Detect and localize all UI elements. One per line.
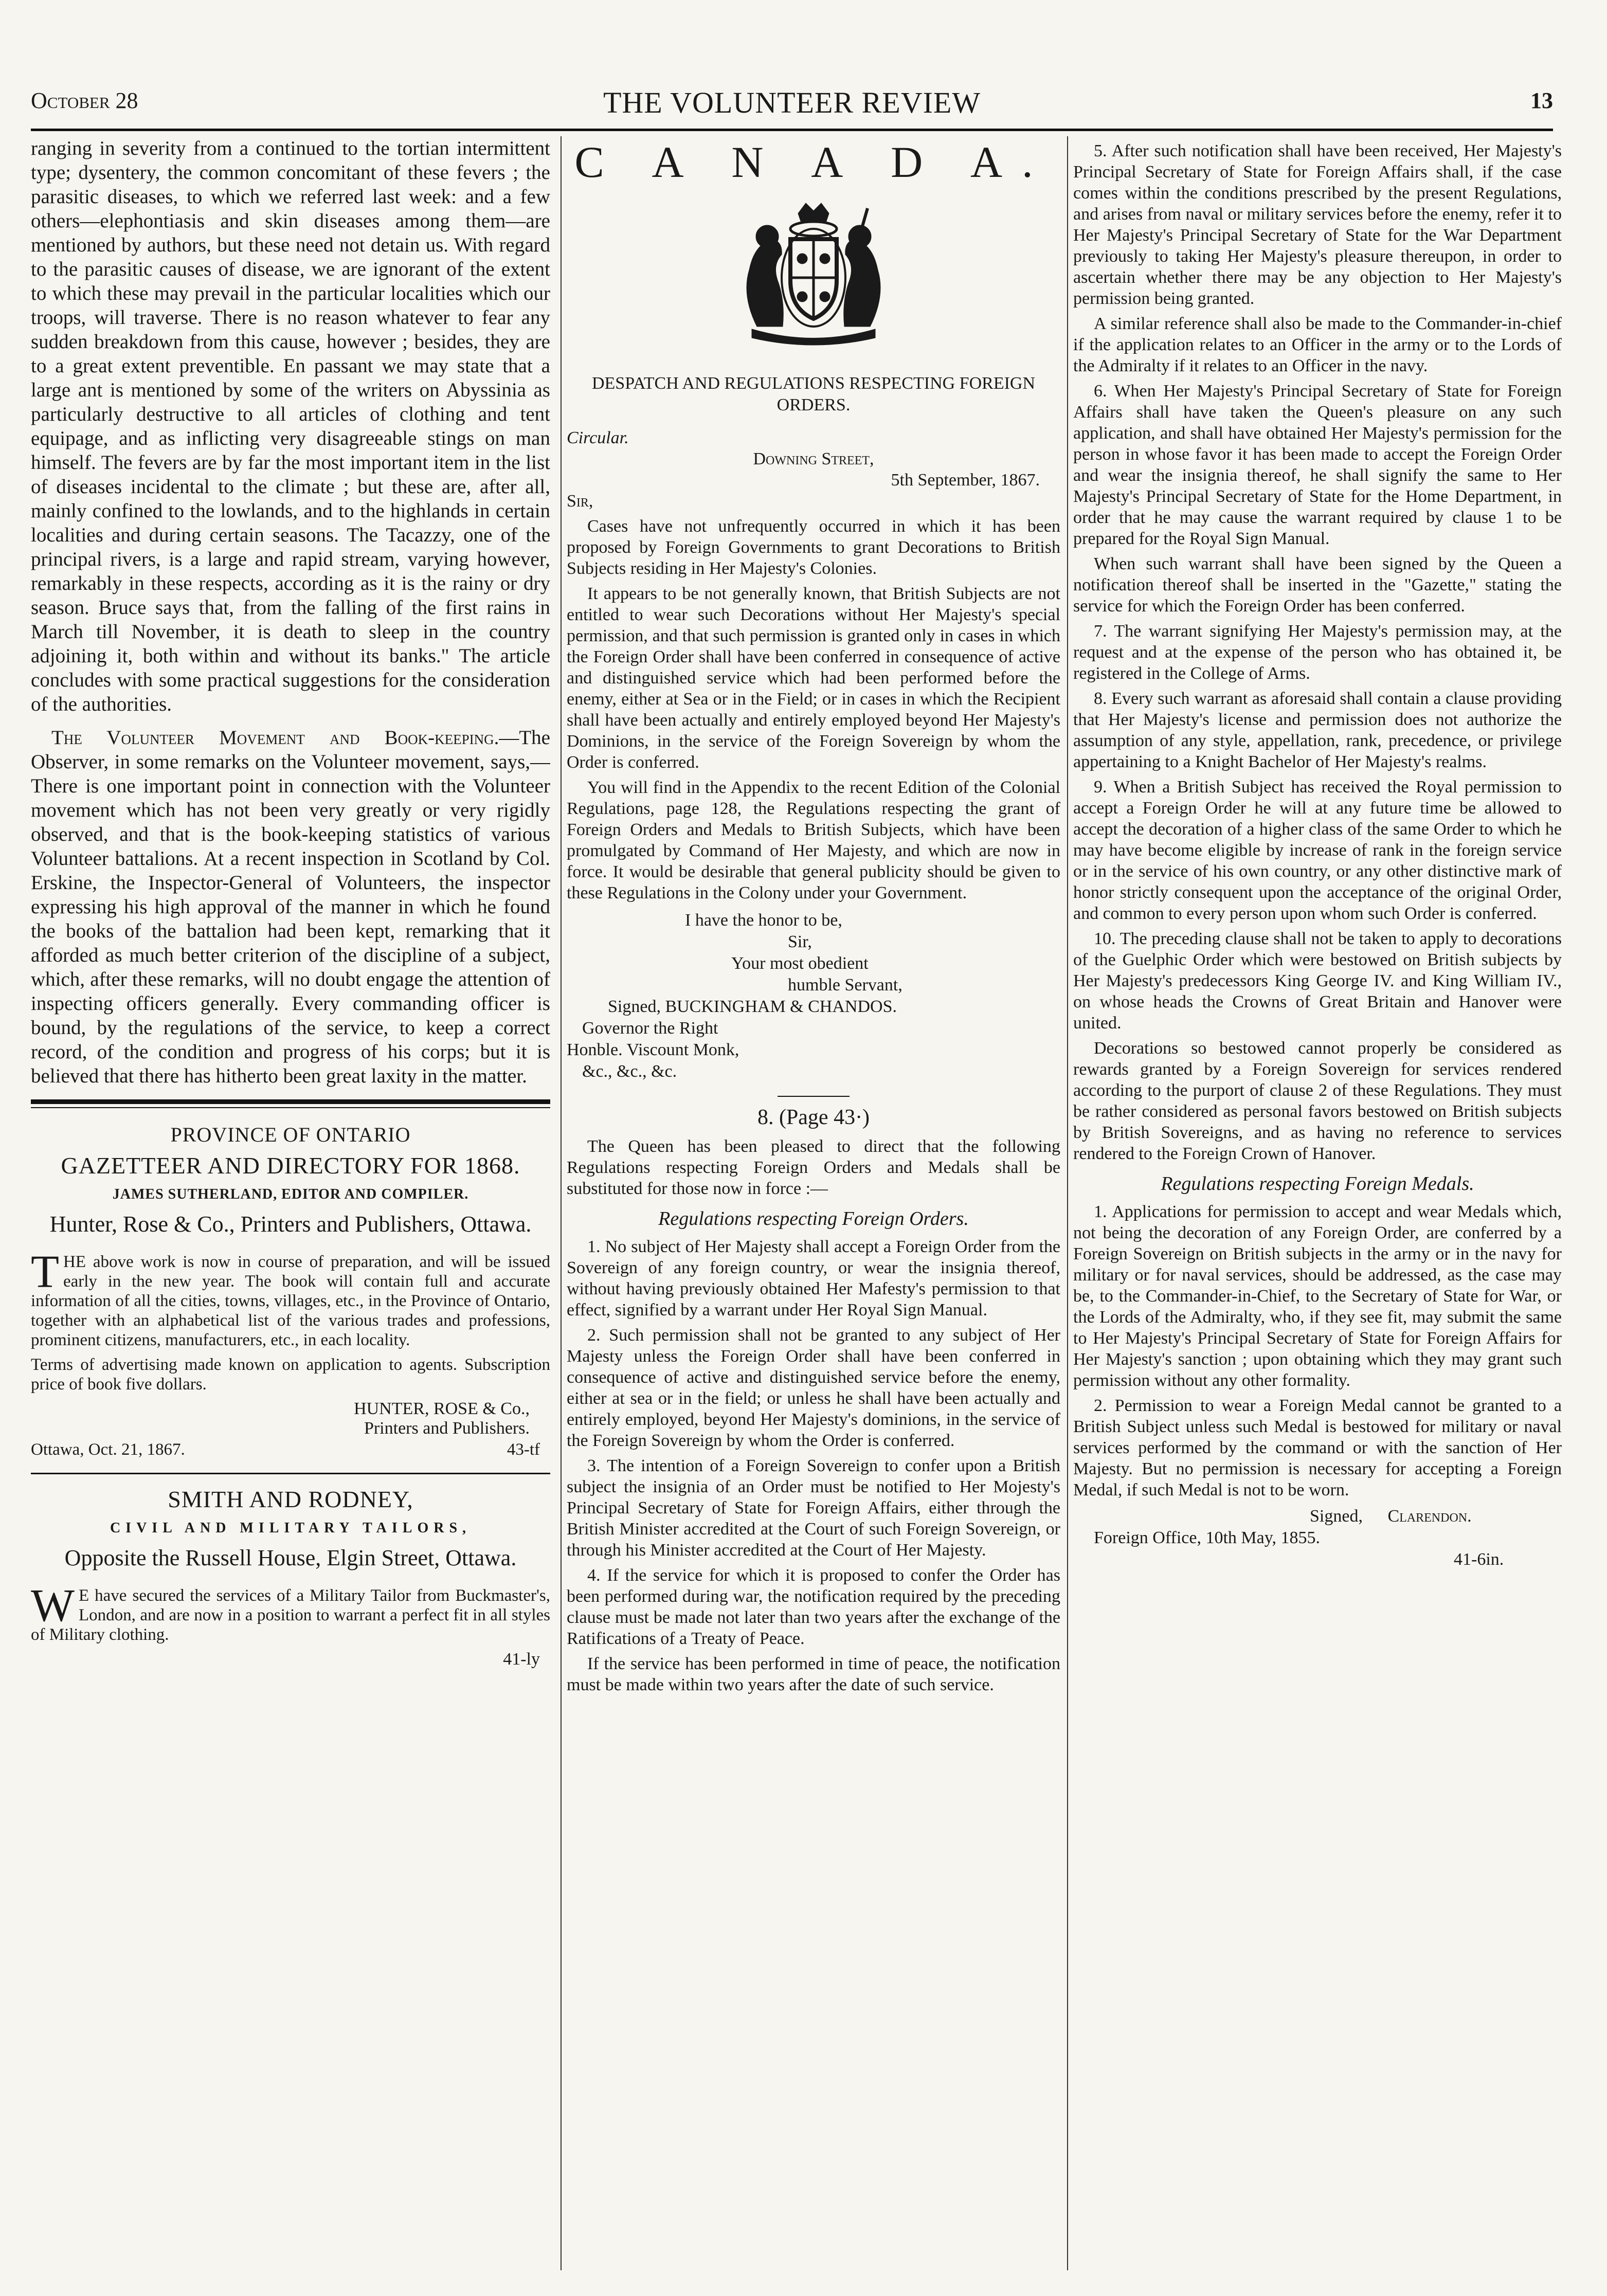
closing-line-2: Sir, bbox=[788, 932, 812, 951]
ad-gazetteer-text: HE above work is now in course of preparation, and will be issued early in the new year. The book will contain full and accurate information of all the cities, towns, villages, etc., in the Province of Ontario, together with an alphabetical list of the various trades and professions, prominent citizens, manufacturers, etc., in each locality. bbox=[31, 1253, 550, 1349]
section-rule bbox=[31, 1099, 550, 1104]
ad-tailors-location: Opposite the Russell House, Elgin Street, Ottawa. bbox=[64, 1545, 517, 1570]
ad-gazetteer-editor: JAMES SUTHERLAND, EDITOR AND COMPILER. bbox=[112, 1186, 469, 1202]
rule-5: 5. After such notification shall have been received, Her Majesty's Principal Secretary of State for Foreign Affairs shall, if the case comes within the conditions prescribed by the present Regulations, and arises from naval or military services before the enemy, refer it to Her Majesty's Principal Secretary of State for the War Department previously to taking Her Majesty's pleasure thereupon, in order to ascertain whether there may be any objection to Her Majesty's permission being granted. bbox=[1073, 141, 1562, 308]
circular-label: Circular. bbox=[567, 428, 629, 447]
closing-line-4: humble Servant, bbox=[788, 975, 902, 995]
page-reference: 8. (Page 43·) bbox=[757, 1106, 870, 1129]
ad-divider bbox=[31, 1473, 550, 1474]
despatch-para-2: It appears to be not generally known, that British Subjects are not entitled to wear such Decorations without Her Majesty's special permission, and that such permission is granted only in cases in which the Foreign Order shall have been conferred in consequence of active and distinguished service which had been performed before the enemy, either at Sea or in the Field; or in cases in which the Recipient shall have been actually and entirely employed beyond Her Majesty's Dominions, in the service of the Foreign Sovereign by whom the Order is conferred. bbox=[567, 584, 1060, 772]
ad-gazetteer-code: 43-tf bbox=[507, 1440, 540, 1459]
newspaper-title: THE VOLUNTEER REVIEW bbox=[603, 86, 981, 119]
article-volunteer-body: —The Observer, in some remarks on the Volunteer movement, says,—There is one important point in connection with the Volunteer movement which has not been very greatly or very rigidly observed, and that is the book-keeping statistics of various Volunteer battalions. At a recent inspection in Scotland by Col. Erskine, the Inspector-General of Volunteers, the inspector expressing his high approval of the manner in which he found the books of the battalion had been kept, remarking that it afforded as much better criterion of the discipline of a subject, which, after these remarks, will no doubt engage the attention of inspecting officers generally. Every commanding officer is bound, by the regulations of the service, to keep a correct record, of the condition and progress of his corps; but it is believed that there has hitherto been great laxity in the matter. bbox=[31, 727, 550, 1087]
rule-8: 8. Every such warrant as aforesaid shall contain a clause providing that Her Majesty's license and permission does not authorize the assumption of any style, appellation, rank, precedence, or privilege appertaining to a Knight Bachelor of Her Majesty's realms. bbox=[1073, 689, 1562, 771]
rule-1: 1. No subject of Her Majesty shall accept a Foreign Order from the Sovereign of any foreign country, or wear the insignia thereof, without having previously obtained Her Mafesty's permission to that effect, signified by a warrant under Her Royal Sign Manual. bbox=[567, 1237, 1060, 1319]
section-rule-thin bbox=[31, 1107, 550, 1108]
canada-title: C A N A D A. bbox=[574, 137, 1053, 187]
despatch-signature: Signed, BUCKINGHAM & CHANDOS. bbox=[608, 997, 897, 1016]
ad-tailors-trade: CIVIL AND MILITARY TAILORS, bbox=[110, 1520, 472, 1536]
despatch-address: Downing Street, bbox=[753, 449, 874, 468]
article-volunteer-movement bbox=[31, 726, 550, 1088]
ad-gazetteer-title: PROVINCE OF ONTARIO bbox=[170, 1123, 411, 1146]
ad-tailors-title: SMITH AND RODNEY, bbox=[168, 1486, 413, 1512]
addressee-line-1: Governor the Right bbox=[582, 1019, 718, 1038]
column-right bbox=[1067, 136, 1562, 2270]
medals-signer: Clarendon. bbox=[1387, 1507, 1472, 1526]
closing-line-3: Your most obedient bbox=[731, 954, 869, 973]
masthead bbox=[31, 82, 1553, 131]
ad-gazetteer-footer bbox=[31, 1440, 550, 1459]
page-number: 13 bbox=[1530, 88, 1553, 113]
addressee-line-2: Honble. Viscount Monk, bbox=[567, 1040, 739, 1059]
rule-5-reference: A similar reference shall also be made to the Commander-in-chief if the application relates to an Officer in the army or to the Lords of the Admiralty if it relates to an Officer in the navy. bbox=[1073, 314, 1562, 375]
advertisement-tailors bbox=[31, 1486, 550, 1669]
ad-tailors-body bbox=[31, 1580, 550, 1644]
advertisement-gazetteer bbox=[31, 1123, 550, 1459]
rule-6: 6. When Her Majesty's Principal Secretary of State for Foreign Affairs shall have taken the Queen's pleasure on any such application, and shall have obtained Her Majesty's permission for the person in whose favor it has been made to accept the Foreign Order and wear the insignia thereof, he shall signify the same to Her Majesty's Principal Secretary of State for the Home Department, in order that he may cause the warrant required by clause 1 to be prepared for the Royal Sign Manual. bbox=[1073, 382, 1562, 548]
rule-4: 4. If the service for which it is proposed to confer the Order has been performed during war, the notification required by the preceding clause must be made not later than two years after the exchange of the Ratifications of a Treaty of Peace. bbox=[567, 1566, 1060, 1648]
ad-tailors-text: E have secured the services of a Military Tailor from Buckmaster's, London, and are now in a position to warrant a perfect fit in all styles of Military clothing. bbox=[31, 1586, 550, 1644]
rule-7: 7. The warrant signifying Her Majesty's permission may, at the request and at the expense of the person who has obtained it, be registered in the College of Arms. bbox=[1073, 622, 1562, 683]
medals-signed-label: Signed, bbox=[1310, 1507, 1363, 1526]
ad-tailors-dropcap: W bbox=[31, 1580, 75, 1631]
article-abyssinia-text: ranging in severity from a continued to the tortian intermittent type; dysentery, the common concomitant of these fevers ; the parasitic diseases, to which we referred last week: and a few others—elephontiasis and skin diseases among them—are mentioned by authors, but these need not detain us. With regard to the parasitic causes of disease, we are ignorant of the extent to which these may prevail in the particular localities which our troops, will traverse. There is no reason whatever to fear any sudden breakdown from this cause, however ; besides, they are to a great extent preventible. En passant we may state that a large ant is mentioned by some of the writers on Abyssinia as particularly destructive to all articles of clothing and tent equipage, and as inflicting very disagreeable stings on man himself. The fevers are by far the most important item in the list of diseases incidental to the climate ; but these are, after all, mainly confined to the lowlands, and to the highlands in certain localities and during certain seasons. The Tacazzy, one of the principal rivers, is a large and rapid stream, varying however, remarkably in these respects, according as it is the rainy or dry season. Bruce says that, from the falling of the first rains in March till November, it is death to sleep in the country adjoining it, both within and without its banks." The article concludes with some practical suggestions for the consideration of the authorities. bbox=[31, 137, 550, 715]
despatch-para-3: You will find in the Appendix to the recent Edition of the Colonial Regulations, page 128, the Regulations respecting the grant of Foreign Orders and Medals to British Subjects, which have been promulgated by Command of Her Majesty, and which are now in force. It would be desirable that general publicity should be given to these Regulations in the Colony under your Government. bbox=[567, 778, 1060, 902]
column-left bbox=[31, 136, 550, 2270]
queen-direction: The Queen has been pleased to direct that the following Regulations respecting Foreign Orders and Medals shall be substituted for those now in force :— bbox=[567, 1137, 1060, 1198]
ad-gazetteer-publisher: Hunter, Rose & Co., Printers and Publishers, Ottawa. bbox=[49, 1212, 532, 1237]
medal-rule-1: 1. Applications for permission to accept and wear Medals which, not being the decoration of any Foreign Order, are conferred by a Foreign Sovereign on British subjects in the army or in the navy for military or for naval services, should be addressed, as the case may be, to the Commander-in-Chief, to the Secretary of State for War, or the Lords of the Admiralty, who, if they see fit, may submit the same to Her Majesty's Principal Secretary of State for Foreign Affairs for Her Majesty's sanction ; upon obtaining which they may grant such permission without any other formality. bbox=[1073, 1202, 1562, 1390]
rule-2: 2. Such permission shall not be granted to any subject of Her Majesty unless the Foreign Order shall have been conferred in consequence of active and distinguished service before the enemy, either at sea or in the field; or unless he shall have been actually and entirely employed, beyond Her Majesty's dominions, in the service of the Foreign Sovereign by whom the Order is conferred. bbox=[567, 1326, 1060, 1450]
medals-signature bbox=[1073, 1506, 1562, 1527]
rule-3: 3. The intention of a Foreign Sovereign to confer upon a British subject the insignia of an Order must be notified to Her Mojesty's Principal Secretary of State for Foreign Affairs, either through the British Minister accredited at the Court of such Foreign Sovereign, or through his Minister accredited at the Court of Her Majesty. bbox=[567, 1456, 1060, 1560]
column-middle bbox=[561, 136, 1060, 2270]
ad-gazetteer-sig1: HUNTER, ROSE & Co., bbox=[354, 1399, 530, 1418]
ad-gazetteer-sig2: Printers and Publishers. bbox=[364, 1419, 530, 1438]
ad-gazetteer-title2: GAZETTEER AND DIRECTORY FOR 1868. bbox=[61, 1152, 520, 1179]
rule-9: 9. When a British Subject has received the Royal permission to accept a Foreign Order he will at any future time be allowed to accept the decoration of a higher class of the same Order to which he may have become eligible by increase of rank in the foreign service or in the service of his own country, or any other distinctive mark of honor strictly consequent upon the acceptance of the original Order, and common to every person upon whom such Order is conferred. bbox=[1073, 778, 1562, 923]
ad-tailors-code: 41-ly bbox=[503, 1650, 540, 1669]
foreign-office-date: Foreign Office, 10th May, 1855. bbox=[1094, 1528, 1321, 1547]
subheading-foreign-medals: Regulations respecting Foreign Medals. bbox=[1161, 1173, 1474, 1195]
rule-6-gazette: When such warrant shall have been signed by the Queen a notification thereof shall be inserted in the "Gazette," stating the service for which the Foreign Order has been conferred. bbox=[1073, 554, 1562, 616]
subheading-foreign-orders: Regulations respecting Foreign Orders. bbox=[658, 1208, 969, 1230]
royal-coat-of-arms-icon bbox=[721, 198, 906, 352]
despatch-salutation: Sir, bbox=[567, 492, 593, 511]
closing-line-1: I have the honor to be, bbox=[685, 911, 842, 930]
article-volunteer-heading: The Volunteer Movement and Book-keeping. bbox=[51, 727, 499, 749]
rule-10: 10. The preceding clause shall not be taken to apply to decorations of the Guelphic Order which were bestowed on British subjects by Her Majesty's predecessors King George IV. and King William IV., on whose heads the Crowns of Great Britain and Hanover were united. bbox=[1073, 929, 1562, 1033]
despatch-closing bbox=[567, 910, 1060, 1082]
despatch-date: 5th September, 1867. bbox=[891, 471, 1040, 490]
issue-date: October 28 bbox=[31, 88, 138, 113]
ad-gazetteer-place-date: Ottawa, Oct. 21, 1867. bbox=[31, 1440, 185, 1459]
ad-gazetteer-body bbox=[31, 1246, 550, 1350]
short-divider bbox=[778, 1096, 850, 1097]
despatch-heading: DESPATCH AND REGULATIONS RESPECTING FOREIGN ORDERS. bbox=[591, 374, 1036, 414]
ad-gazetteer-dropcap: T bbox=[31, 1246, 59, 1297]
rule-4-peace: If the service has been performed in time of peace, the notification must be made within two years after the date of such service. bbox=[567, 1654, 1060, 1694]
ad-gazetteer-terms: Terms of advertising made known on application to agents. Subscription price of book five dollars. bbox=[31, 1355, 550, 1394]
despatch-para-1: Cases have not unfrequently occurred in which it has been proposed by Foreign Governments to grant Decorations to British Subjects residing in Her Majesty's Colonies. bbox=[567, 517, 1060, 578]
addressee-line-3: &c., &c., &c. bbox=[582, 1062, 677, 1081]
medal-rule-2: 2. Permission to wear a Foreign Medal cannot be granted to a British Subject unless such Medal is bestowed for military or naval services performed by the command or with the sanction of Her Majesty. But no permission is necessary for accepting a Foreign Medal, if such Medal is not to be worn. bbox=[1073, 1396, 1562, 1499]
medals-code: 41-6in. bbox=[1454, 1550, 1504, 1569]
rule-10-guelphic: Decorations so bestowed cannot properly be considered as rewards granted by a Foreign Sovereign for services rendered according to the purport of clause 2 of these Regulations. They must be rather considered as personal favors bestowed on British subjects by British Sovereigns, and as having no reference to services rendered to the Foreign Crown of Hanover. bbox=[1073, 1039, 1562, 1163]
